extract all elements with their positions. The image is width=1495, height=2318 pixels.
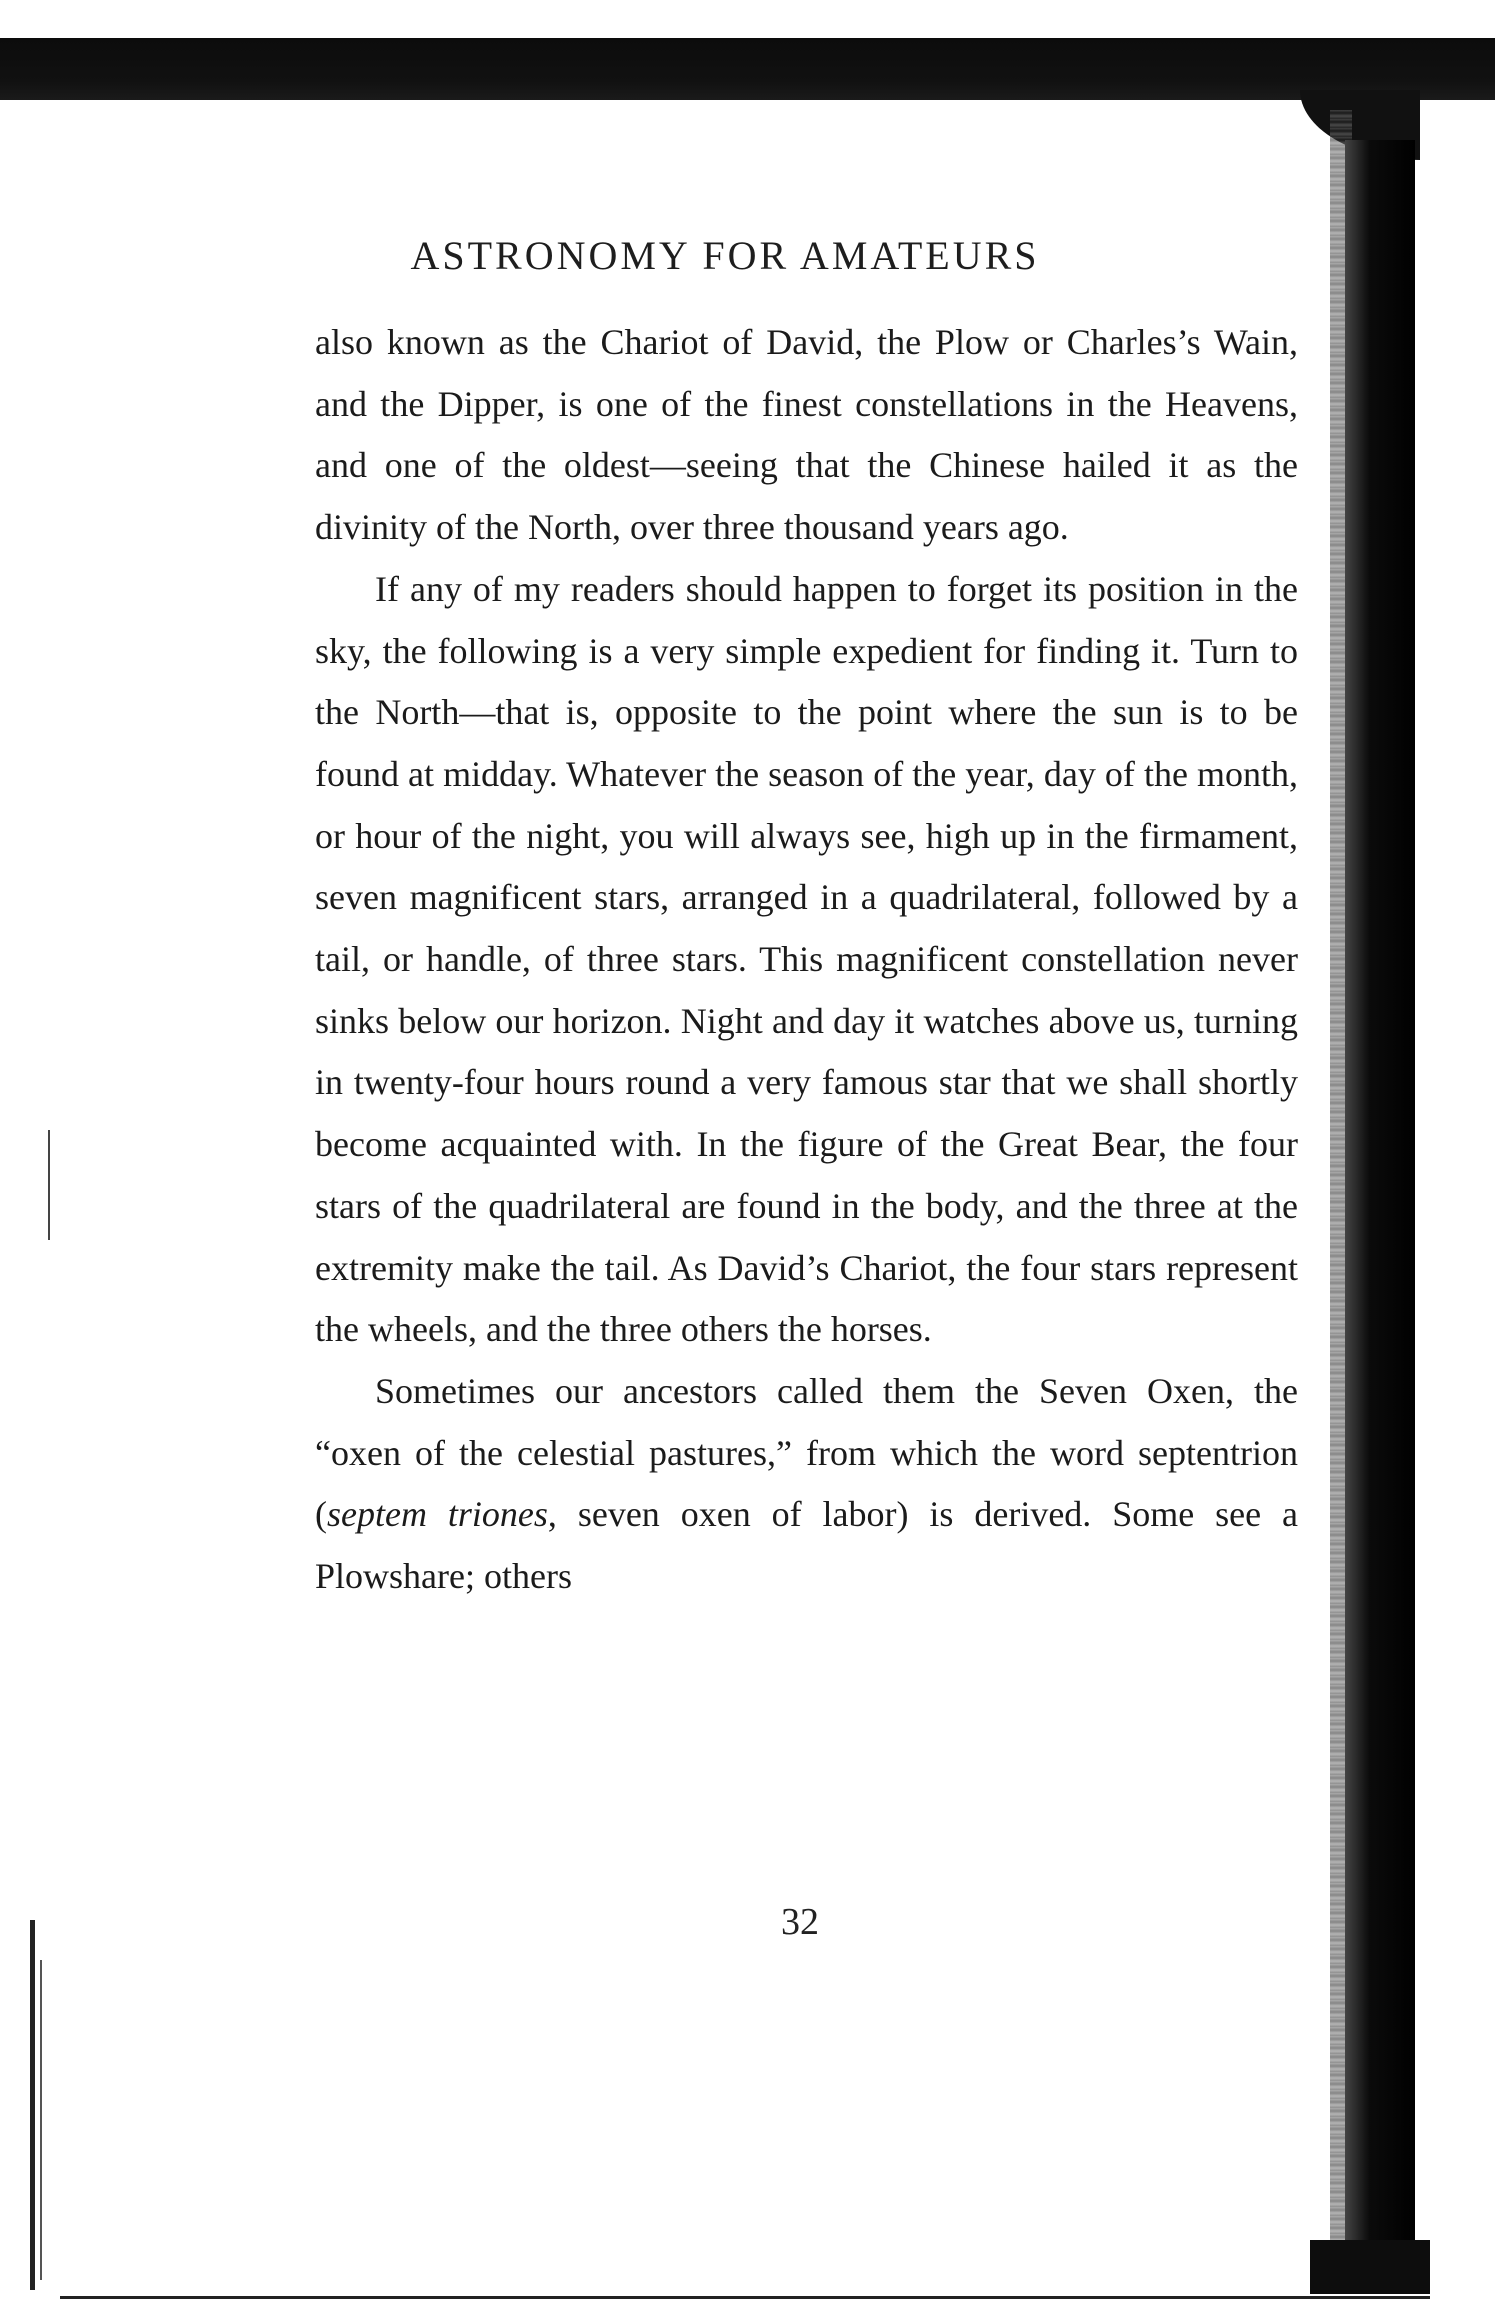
running-head: ASTRONOMY FOR AMATEURS [410, 233, 1040, 278]
scan-border-right [1345, 140, 1415, 2290]
scan-border-bottom [60, 2296, 1430, 2299]
body-text [315, 312, 1298, 1608]
paragraph-3-text-b: , seven oxen of labor) is derived. Some see a Plowshare; others [315, 1494, 1299, 1597]
paragraph-3-text-a: Sometimes our ancestors called them the Seven Oxen, the “oxen of the celestial pastures,” from which the word septentrion ( [315, 1370, 1298, 1535]
page-number: 32 [781, 1901, 819, 1943]
paragraph-3-italic: septem triones [327, 1494, 548, 1535]
paragraph-3 [315, 1361, 1298, 1608]
paragraph-2: If any of my readers should happen to forget its position in the sky, the following is a very simple expedient for finding it. Turn to the North—that is, opposite to the point where the sun is to be found at midday. Whatever the season of the year, day of the month, or hour of the night, you will always see, high up in the firmament, seven magnificent stars, arranged in a quadrilateral, followed by a tail, or handle, of three stars. This magnificent constellation never sinks below our horizon. Night and day it watches above us, turning in twenty-four hours round a very famous star that we shall shortly become acquainted with. In the figure of the Great Bear, the four stars of the quadrilateral are found in the body, and the three at the extremity make the tail. As David’s Chariot, the four stars represent the wheels, and the three others the horses. [315, 568, 1298, 1350]
scan-border-left [30, 1920, 35, 2290]
scan-border-bottom-corner [1310, 2240, 1430, 2294]
scan-mark [48, 1130, 50, 1240]
scan-border-top [0, 38, 1495, 100]
scan-border-left-thin [40, 1960, 42, 2280]
paragraph-1: also known as the Chariot of David, the Plow or Charles’s Wain, and the Dipper, is one of the finest constellations in the Heavens, and one of the oldest—seeing that the Chinese hailed it as the divinity of the North, over three thousand years ago. [315, 322, 1298, 548]
